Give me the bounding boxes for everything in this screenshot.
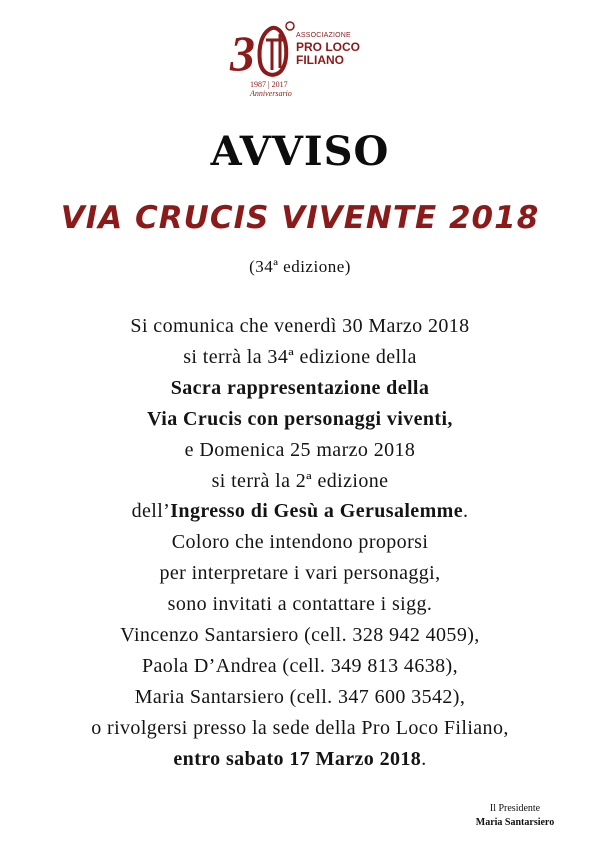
contact-line: Paola D’Andrea (cell. 349 813 4638),	[142, 654, 458, 677]
deadline-text: entro sabato 17 Marzo 2018	[173, 747, 422, 770]
body-line: si terrà la 34ª edizione della	[183, 345, 417, 368]
body-line: Coloro che intendono proporsi	[171, 531, 429, 554]
notice-title: AVVISO	[210, 128, 390, 175]
contact-line: Maria Santarsiero (cell. 347 600 3542),	[134, 685, 466, 708]
edition-label: (34ª edizione)	[249, 257, 351, 276]
svg-text:3: 3	[230, 25, 255, 81]
logo-anniversary: Anniversario	[250, 89, 292, 98]
logo-name-line1: PRO LOCO	[296, 40, 361, 54]
logo-years: 1987 | 2017	[250, 80, 288, 89]
contact-line: Vincenzo Santarsiero (cell. 328 942 4059),	[120, 624, 480, 647]
body-text: dell’	[131, 500, 171, 523]
body-line-mixed	[0, 496, 600, 527]
signature-role: Il Presidente	[489, 803, 541, 814]
pro-loco-logo	[228, 18, 378, 100]
body-line: si terrà la 2ª edizione	[211, 469, 389, 492]
body-line: o rivolgersi presso la sede della Pro Loco Filiano,	[91, 716, 509, 739]
body-line: sono invitati a contattare i sigg.	[167, 593, 433, 616]
event-title: VIA CRUCIS VIVENTE 2018	[60, 200, 540, 236]
deadline-line	[0, 744, 600, 775]
body-line: Si comunica che venerdì 30 Marzo 2018	[130, 315, 470, 337]
body-line-bold	[0, 373, 600, 404]
body-bold-text: Via Crucis con personaggi viventi,	[147, 407, 453, 430]
body-bold-text: Sacra rappresentazione della	[170, 376, 430, 399]
body-bold-text: Ingresso di Gesù a Gerusalemme	[170, 500, 463, 523]
body-line: e Domenica 25 marzo 2018	[184, 438, 416, 461]
logo-name-line2: FILIANO	[296, 53, 344, 67]
logo-association-label: ASSOCIAZIONE	[296, 32, 351, 39]
notice-body	[0, 311, 600, 775]
body-text: .	[421, 747, 427, 770]
body-text: .	[462, 500, 469, 523]
body-line-bold	[0, 404, 600, 435]
signature-name: Maria Santarsiero	[475, 817, 555, 828]
body-line: per interpretare i vari personaggi,	[159, 562, 441, 585]
